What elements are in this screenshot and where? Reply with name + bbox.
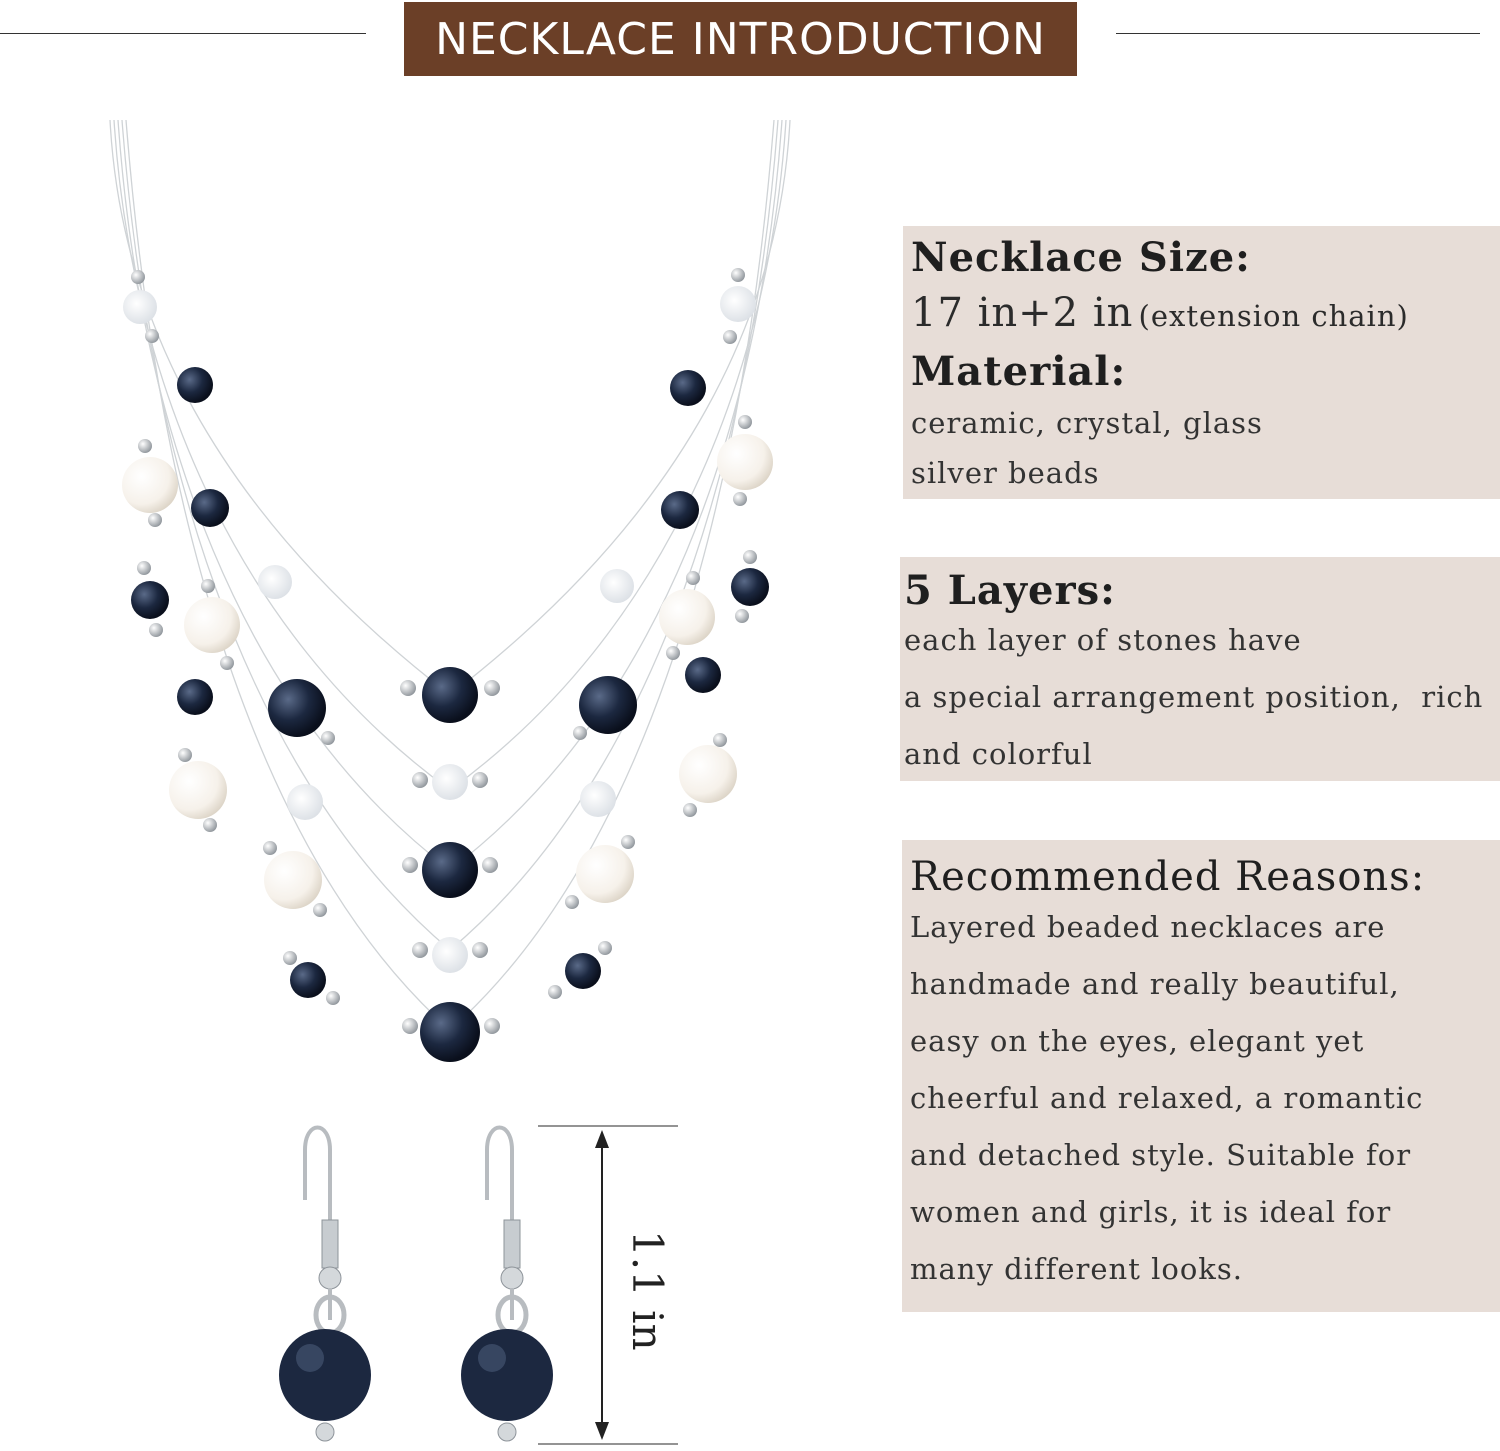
header-rule-left: [0, 33, 366, 34]
section-title: [404, 2, 1077, 76]
header-rule-right: [1116, 33, 1480, 34]
reasons-heading: Recommended Reasons:: [910, 854, 1426, 900]
layers-heading: 5 Layers:: [904, 567, 1116, 614]
reasons-line: easy on the eyes, elegant yet: [910, 1024, 1365, 1058]
reasons-panel: [902, 840, 1500, 1312]
necklace-illustration: [90, 110, 810, 1110]
material-line: silver beads: [911, 456, 1100, 490]
reasons-line: Layered beaded necklaces are: [910, 910, 1386, 944]
earring-left: [270, 1120, 380, 1450]
layers-line: a special arrangement position, rich: [904, 680, 1484, 714]
earring-length-label: 1.1 in: [623, 1230, 672, 1351]
bead-group: [122, 286, 773, 1062]
size-heading: Necklace Size:: [911, 234, 1251, 281]
size-note: (extension chain): [1138, 299, 1409, 333]
reasons-line: women and girls, it is ideal for: [910, 1195, 1392, 1229]
size-value-row: [911, 290, 1409, 336]
size-value: 17 in+2 in: [911, 290, 1134, 336]
reasons-line: and detached style. Suitable for: [910, 1138, 1412, 1172]
reasons-line: many different looks.: [910, 1252, 1243, 1286]
section-title-text: NECKLACE INTRODUCTION: [435, 13, 1046, 65]
size-material-panel: [903, 226, 1500, 499]
layers-panel: [900, 557, 1500, 781]
layers-line: and colorful: [904, 737, 1093, 771]
reasons-line: cheerful and relaxed, a romantic: [910, 1081, 1424, 1115]
material-line: ceramic, crystal, glass: [911, 406, 1263, 440]
reasons-line: handmade and really beautiful,: [910, 967, 1400, 1001]
material-heading: Material:: [911, 348, 1127, 395]
layers-line: each layer of stones have: [904, 623, 1302, 657]
